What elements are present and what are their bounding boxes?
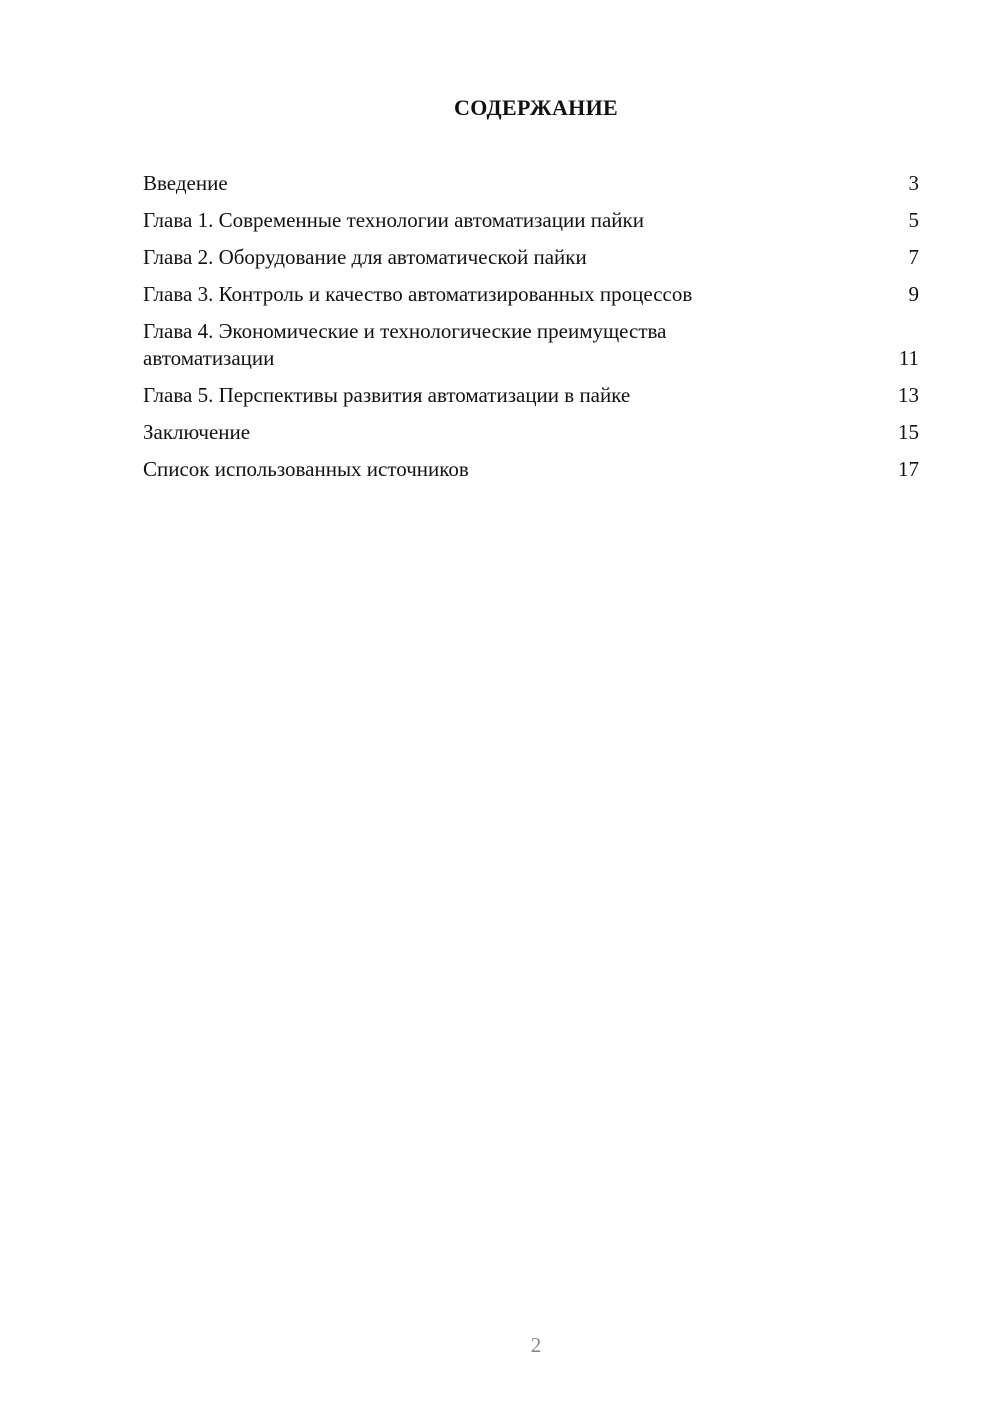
table-of-contents [143, 170, 919, 493]
toc-entry-chapter-3[interactable] [143, 281, 919, 308]
toc-entry-page: 3 [908, 171, 919, 195]
toc-entry-title: Глава 2. Оборудование для автоматической пайки [143, 245, 587, 269]
toc-entry-page: 9 [908, 282, 919, 306]
toc-entry-page: 13 [898, 383, 919, 407]
toc-entry-page: 5 [908, 208, 919, 232]
page-title: СОДЕРЖАНИЕ [454, 95, 618, 120]
toc-entry-page: 11 [898, 346, 919, 370]
toc-entry-chapter-2[interactable] [143, 244, 919, 271]
toc-entry-page: 7 [908, 245, 919, 269]
toc-entry-references[interactable] [143, 456, 919, 483]
toc-entry-title: Глава 4. Экономические и технологические преимущества автоматизации [143, 319, 667, 370]
toc-entry-title: Глава 1. Современные технологии автоматизации пайки [143, 208, 644, 232]
toc-entry-title: Заключение [143, 420, 251, 444]
toc-entry-title: Глава 3. Контроль и качество автоматизированных процессов [143, 282, 693, 306]
toc-entry-chapter-4[interactable] [143, 318, 919, 372]
toc-entry-chapter-1[interactable] [143, 207, 919, 234]
toc-entry-title: Глава 5. Перспективы развития автоматизации в пайке [143, 383, 631, 407]
toc-entry-title: Список использованных источников [143, 457, 469, 481]
toc-entry-page: 15 [898, 420, 919, 444]
toc-entry-conclusion[interactable] [143, 419, 919, 446]
toc-entry-title: Введение [143, 171, 228, 195]
page-number: 2 [530, 1333, 542, 1357]
toc-entry-page: 17 [898, 457, 919, 481]
toc-entry-introduction[interactable] [143, 170, 919, 197]
toc-entry-chapter-5[interactable] [143, 382, 919, 409]
